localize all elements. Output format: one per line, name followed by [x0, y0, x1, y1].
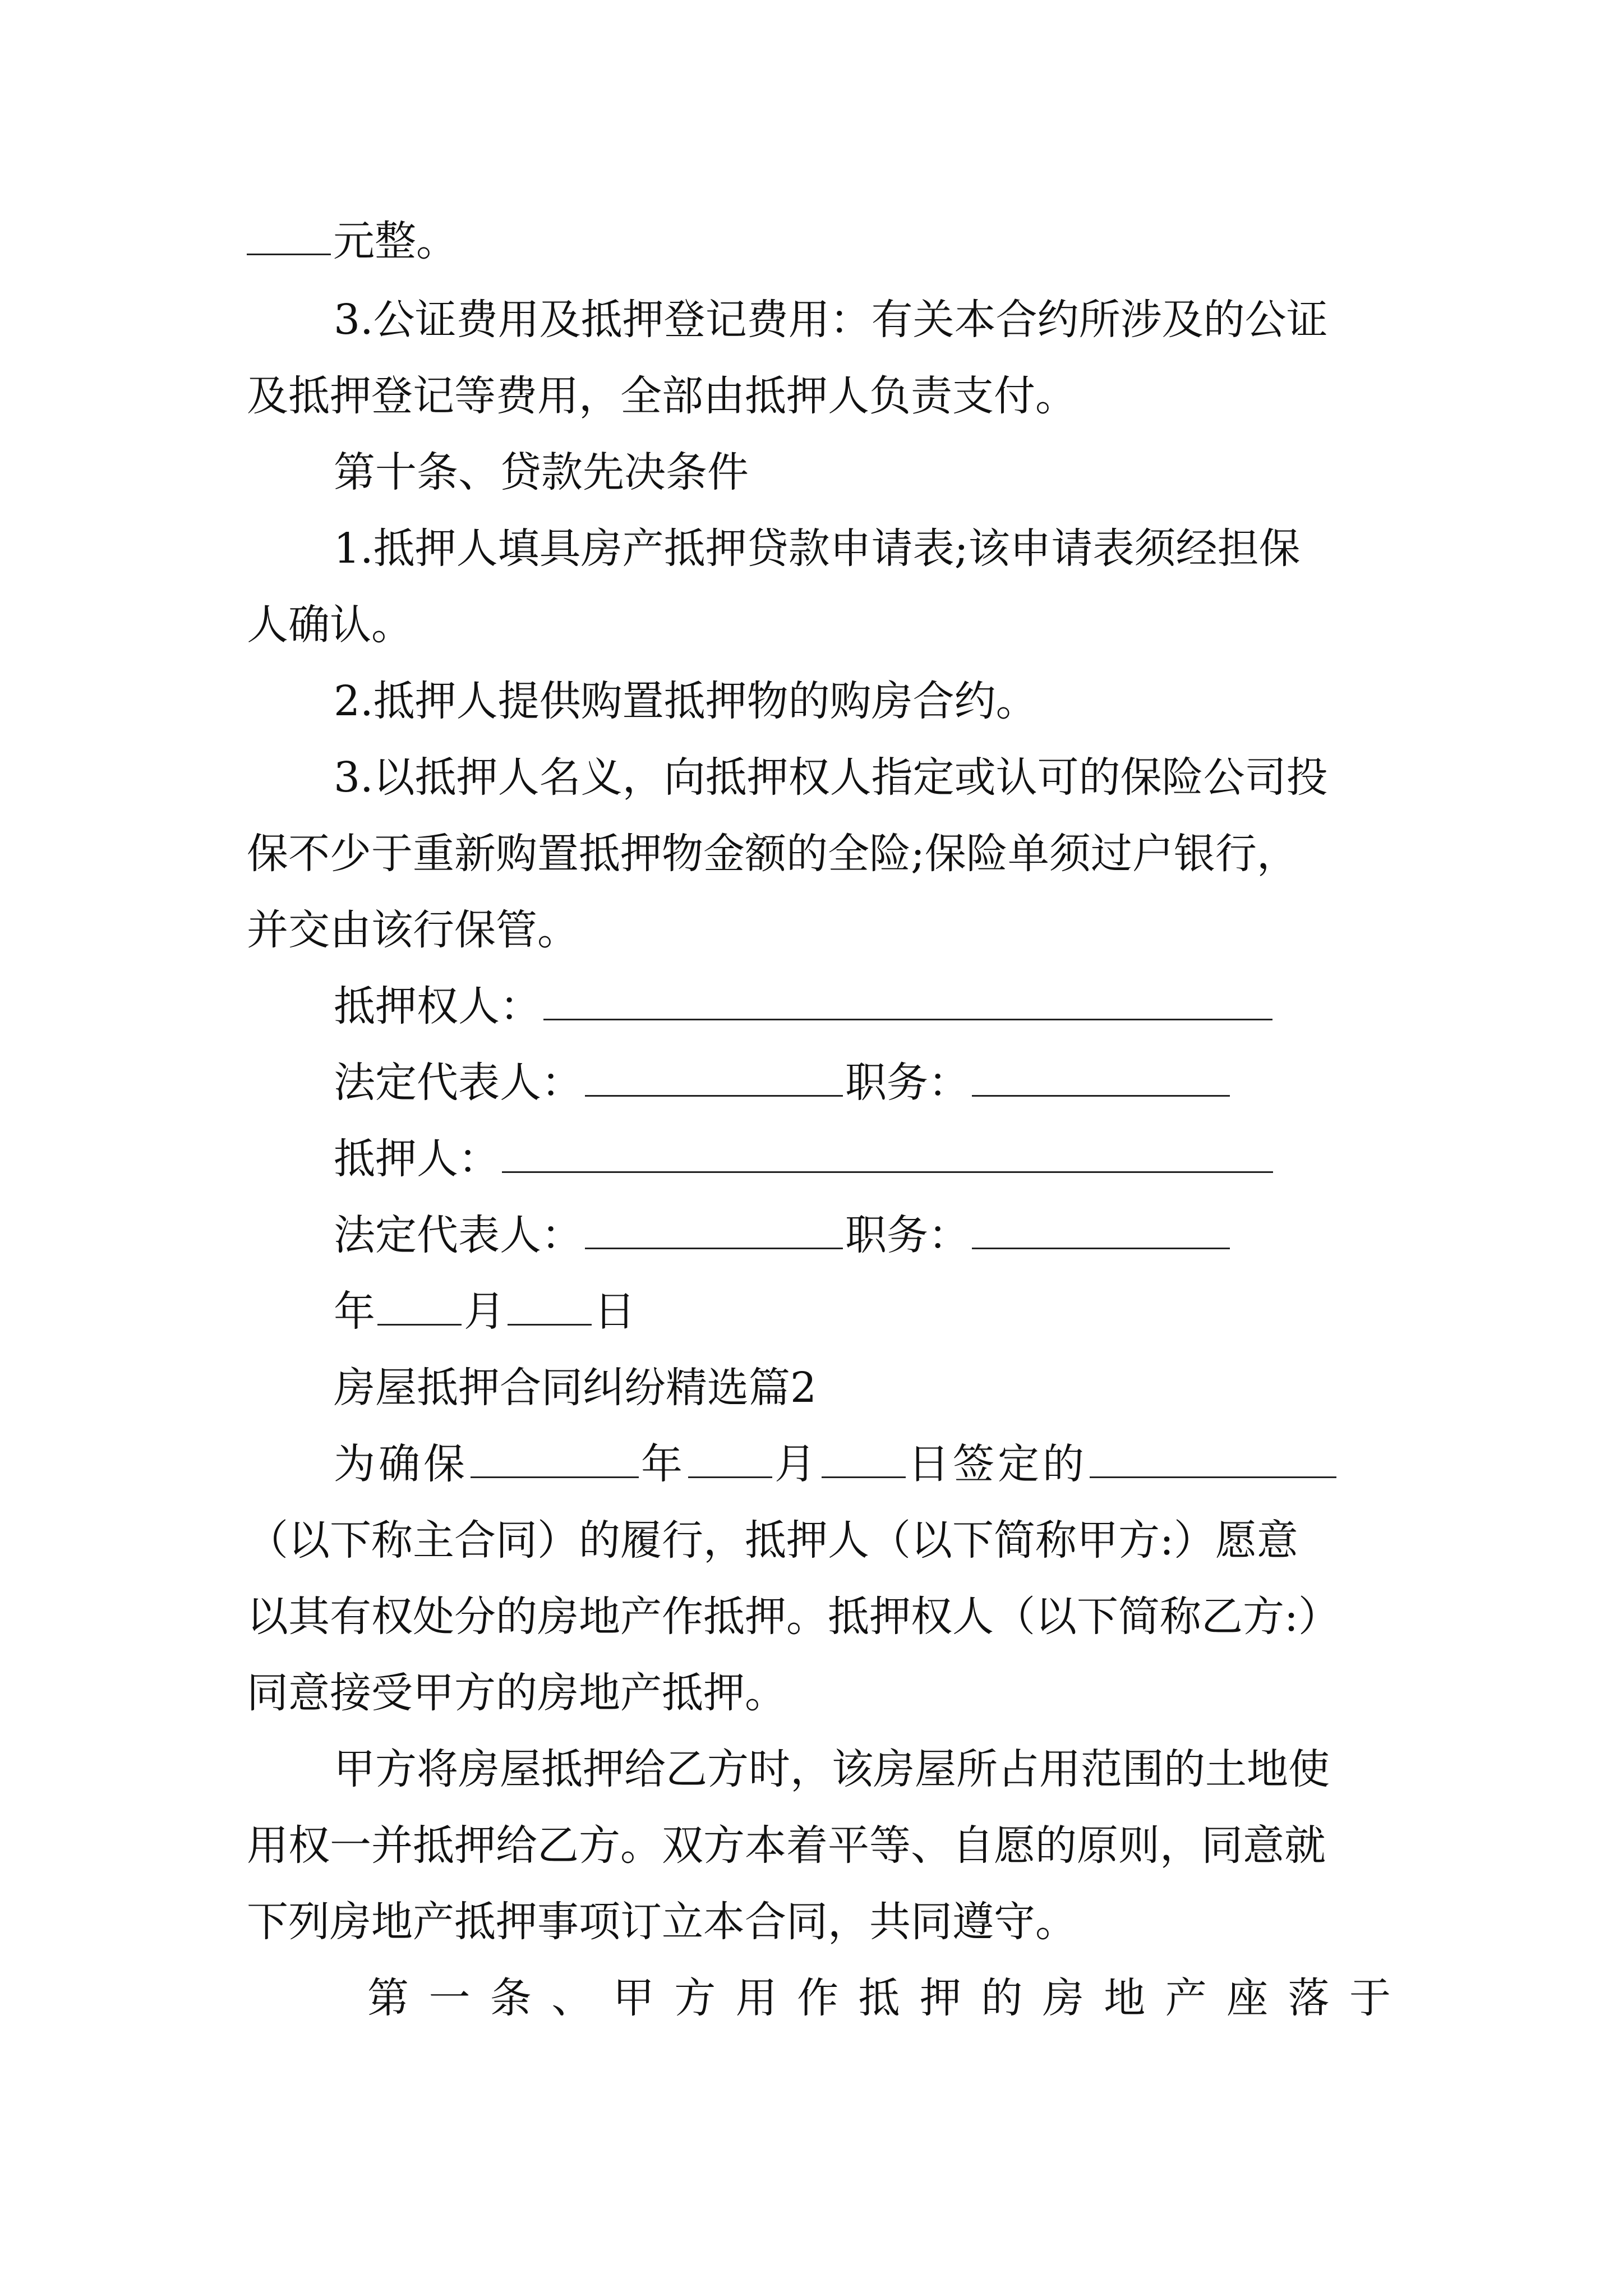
paragraph-line: 为确保 年 月 日签定的 [334, 1436, 1339, 1492]
paragraph-line: 甲方将房屋抵押给乙方时，该房屋所占用范围的土地使 [334, 1745, 1330, 1793]
signature-underline [972, 1058, 1230, 1097]
blank-underline [247, 217, 331, 255]
signature-underline [502, 1134, 1273, 1173]
text-line: 保不少于重新购置抵押物金额的全险;保险单须过户银行， [247, 830, 1298, 878]
condition-item-2: 2.抵押人提供购置抵押物的购房合约。 [334, 677, 1038, 725]
signature-underline [585, 1058, 843, 1097]
condition-item-3: 3.以抵押人名义，向抵押权人指定或认可的保险公司投 [334, 753, 1328, 802]
section-title: 房屋抵押合同纠纷精选篇2 [334, 1364, 817, 1412]
signature-mortgagor: 抵押人： [334, 1131, 1275, 1187]
paragraph-line: 以其有权处分的房地产作抵押。抵押权人（以下简称乙方:） [247, 1593, 1340, 1641]
date-underline [377, 1287, 462, 1326]
text-line: 人确认。 [247, 601, 413, 649]
signature-representative: 法定代表人： 职务： [334, 1055, 1232, 1111]
signature-date: 年 月 日 [334, 1287, 635, 1336]
document-page [247, 0, 1391, 2296]
text-line: 并交由该行保管。 [247, 906, 579, 954]
condition-item-1: 1.抵押人填具房产抵押贷款申请表;该申请表须经担保 [334, 524, 1301, 573]
signature-representative: 法定代表人： 职务： [334, 1207, 1232, 1263]
paragraph-line: 下列房地产抵押事项订立本合同，共同遵守。 [247, 1898, 1077, 1946]
date-underline [508, 1287, 592, 1326]
paragraph-line: 同意接受甲方的房地产抵押。 [247, 1669, 786, 1717]
signature-underline [543, 982, 1272, 1020]
clause-notary-fees: 3.公证费用及抵押登记费用：有关本合约所涉及的公证 [334, 296, 1328, 344]
signature-mortgagee: 抵押权人： [334, 978, 1275, 1034]
blank-underline [688, 1439, 772, 1478]
article-one-line: 第 一 条 、 甲 方 用 作 抵 押 的 房 地 产 座 落 于 [367, 1974, 1391, 2022]
text-line: 元整。 [247, 213, 458, 269]
blank-underline [1090, 1439, 1336, 1478]
paragraph-line: 用权一并抵押给乙方。双方本着平等、自愿的原则，同意就 [247, 1821, 1326, 1870]
signature-underline [972, 1211, 1230, 1249]
text-line: 及抵押登记等费用，全部由抵押人负责支付。 [247, 372, 1077, 420]
blank-underline [471, 1439, 639, 1478]
article-heading: 第十条、贷款先决条件 [334, 448, 749, 496]
paragraph-line: （以下称主合同）的履行，抵押人（以下简称甲方:）愿意 [247, 1516, 1298, 1565]
signature-underline [585, 1211, 843, 1249]
blank-underline [822, 1439, 906, 1478]
